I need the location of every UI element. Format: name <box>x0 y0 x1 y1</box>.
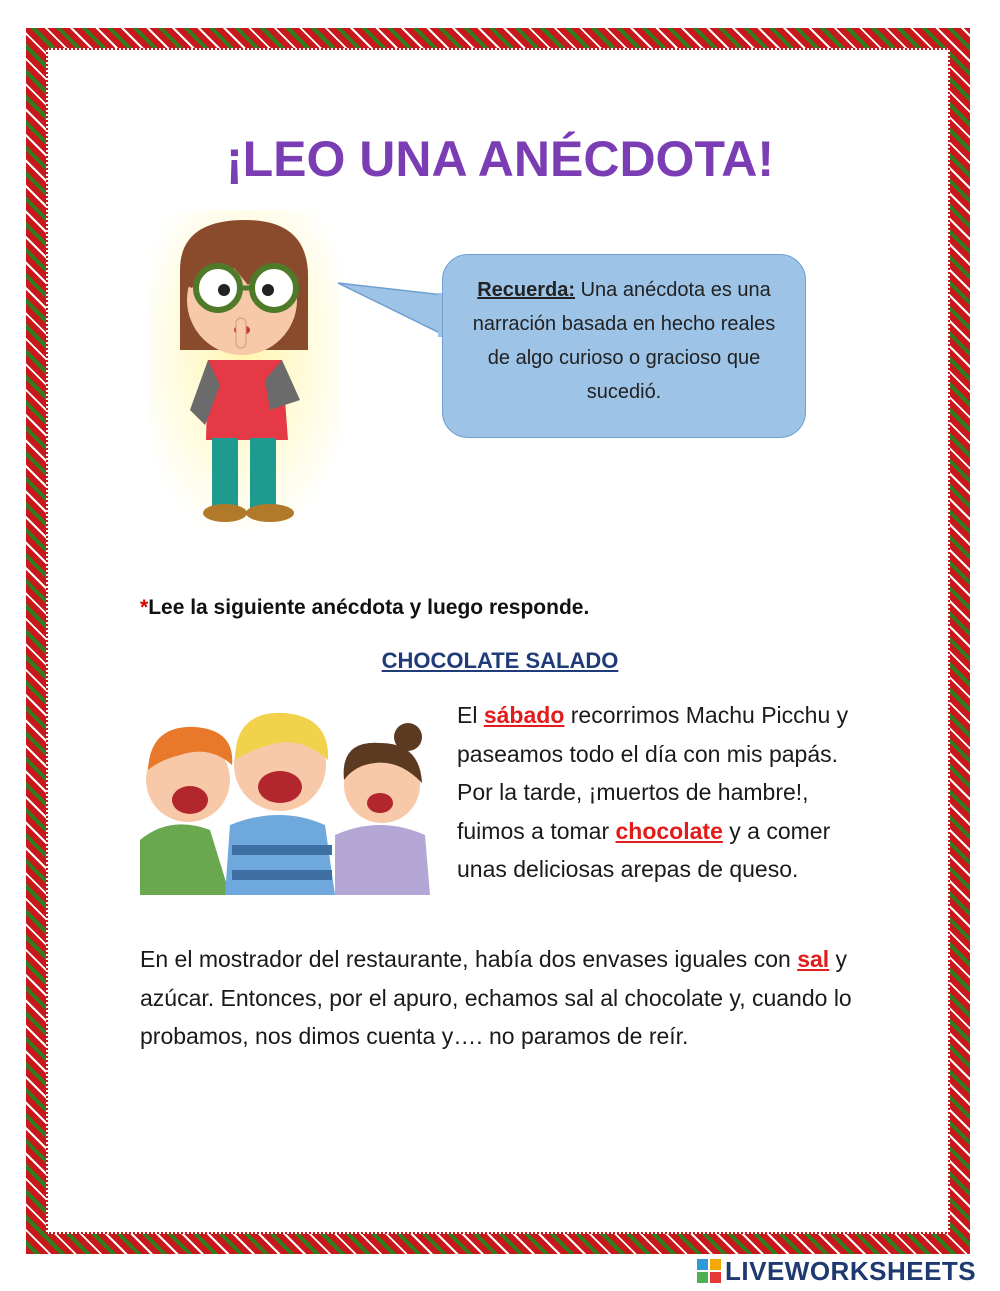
instruction-star: * <box>140 596 149 619</box>
page-title: ¡LEO UNA ANÉCDOTA! <box>225 131 775 187</box>
story-paragraph-1 <box>457 696 857 889</box>
bubble-label: Recuerda: <box>477 279 576 301</box>
story-text: y azúcar. Entonces, por el apuro, echamos sal al chocolate y, cuando lo probamos, nos dimos cuenta y…. no paramos de reír. <box>140 946 852 1050</box>
story-text: recorrimos Machu Picchu y paseamos todo el día con mis papás. Por la tarde, ¡muertos de hambre!, fuimos a tomar <box>457 702 849 844</box>
story-text: y a comer unas deliciosas arepas de queso. <box>457 817 831 883</box>
bubble-text: Una anécdota es una narración basada en hecho reales de algo curioso o gracioso que sucedió. <box>472 279 776 403</box>
speech-bubble-tail <box>338 275 448 345</box>
story-text: El <box>457 702 484 728</box>
instruction <box>140 596 589 620</box>
instruction-text: Lee la siguiente anécdota y luego responde. <box>148 596 590 619</box>
thinking-girl-illustration <box>150 210 340 530</box>
speech-bubble <box>442 254 806 438</box>
liveworksheets-brand[interactable] <box>697 1255 976 1287</box>
liveworksheets-logo-icon <box>697 1259 721 1283</box>
brand-name: LIVEWORKSHEETS <box>725 1255 977 1286</box>
highlight-word-chocolate: chocolate <box>615 817 723 844</box>
laughing-kids-illustration <box>140 705 430 895</box>
story-title: CHOCOLATE SALADO <box>381 648 619 673</box>
story-text: En el mostrador del restaurante, había dos envases iguales con <box>140 946 798 972</box>
story-paragraph-2 <box>140 940 860 1056</box>
highlight-word-sabado: sábado <box>483 702 565 728</box>
highlight-word-sal: sal <box>797 946 830 972</box>
